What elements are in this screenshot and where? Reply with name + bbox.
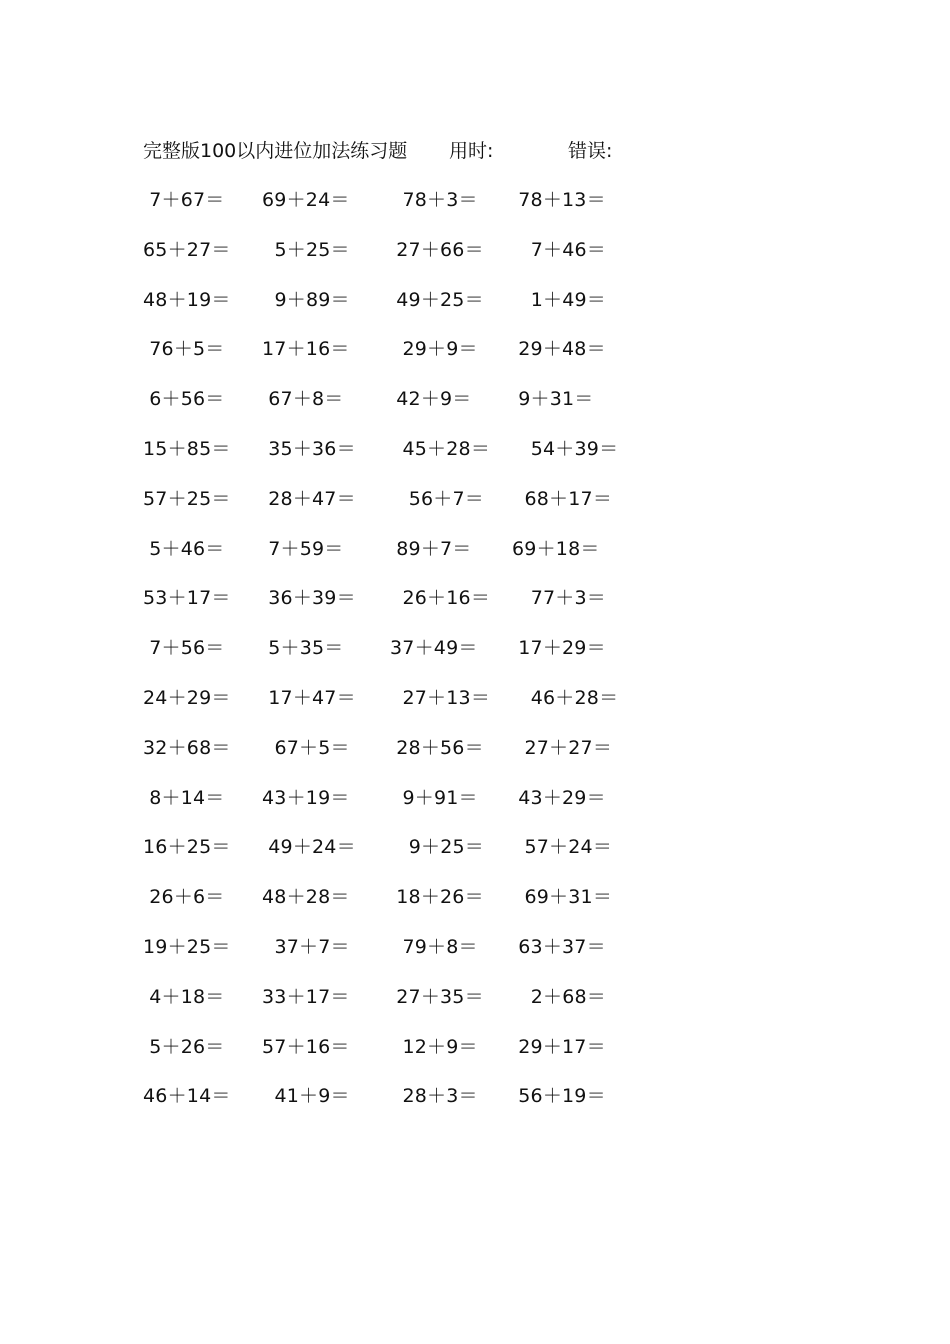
addition-problem: 18＋26＝ <box>390 886 484 909</box>
addition-problem: 5＋25＝ <box>262 238 350 261</box>
addition-problem: 57＋25＝ <box>143 487 231 510</box>
addition-problem: 68＋17＝ <box>512 487 613 510</box>
addition-problem: 48＋19＝ <box>143 288 231 311</box>
addition-problem: 27＋66＝ <box>390 238 484 261</box>
problem-grid <box>0 186 950 1132</box>
addition-problem: 17＋16＝ <box>262 338 350 361</box>
addition-problem: 19＋25＝ <box>143 935 231 958</box>
addition-problem: 35＋36＝ <box>262 437 356 460</box>
addition-problem: 7＋56＝ <box>143 637 225 660</box>
addition-problem: 46＋28＝ <box>512 686 619 709</box>
problem-row <box>0 385 950 435</box>
addition-problem: 15＋85＝ <box>143 437 231 460</box>
addition-problem: 16＋25＝ <box>143 836 231 859</box>
addition-problem: 43＋29＝ <box>512 786 606 809</box>
addition-problem: 78＋13＝ <box>512 189 606 211</box>
addition-problem: 77＋3＝ <box>512 587 606 610</box>
addition-problem: 46＋14＝ <box>143 1085 231 1108</box>
addition-problem: 17＋47＝ <box>262 686 356 709</box>
addition-problem: 49＋25＝ <box>390 288 484 311</box>
addition-problem: 5＋26＝ <box>143 1035 225 1058</box>
problem-row <box>0 286 950 336</box>
addition-problem: 45＋28＝ <box>390 437 491 460</box>
addition-problem: 43＋19＝ <box>262 786 350 809</box>
addition-problem: 12＋9＝ <box>390 1035 478 1058</box>
addition-problem: 41＋9＝ <box>262 1085 350 1108</box>
problem-row <box>0 833 950 883</box>
problem-row <box>0 1033 950 1083</box>
problem-row <box>0 734 950 784</box>
addition-problem: 32＋68＝ <box>143 736 231 759</box>
problem-row <box>0 1082 950 1132</box>
addition-problem: 56＋7＝ <box>390 487 484 510</box>
addition-problem: 24＋29＝ <box>143 686 231 709</box>
addition-problem: 37＋7＝ <box>262 935 350 958</box>
addition-problem: 89＋7＝ <box>390 537 472 560</box>
problem-row <box>0 485 950 535</box>
addition-problem: 79＋8＝ <box>390 935 478 958</box>
addition-problem: 67＋5＝ <box>262 736 350 759</box>
time-label: 用时: <box>449 140 494 162</box>
problem-row <box>0 584 950 634</box>
addition-problem: 36＋39＝ <box>262 587 356 610</box>
addition-problem: 9＋25＝ <box>390 836 484 859</box>
addition-problem: 27＋35＝ <box>390 985 484 1008</box>
addition-problem: 33＋17＝ <box>262 985 350 1008</box>
problem-row <box>0 883 950 933</box>
problem-row <box>0 186 950 236</box>
addition-problem: 48＋28＝ <box>262 886 350 909</box>
addition-problem: 69＋31＝ <box>512 886 613 909</box>
addition-problem: 78＋3＝ <box>390 189 478 211</box>
addition-problem: 7＋67＝ <box>143 189 225 211</box>
addition-problem: 4＋18＝ <box>143 985 225 1008</box>
addition-problem: 27＋27＝ <box>512 736 613 759</box>
addition-problem: 29＋17＝ <box>512 1035 606 1058</box>
problem-row <box>0 933 950 983</box>
addition-problem: 29＋48＝ <box>512 338 606 361</box>
addition-problem: 17＋29＝ <box>512 637 606 660</box>
addition-problem: 69＋24＝ <box>262 189 350 211</box>
addition-problem: 65＋27＝ <box>143 238 231 261</box>
addition-problem: 26＋16＝ <box>390 587 491 610</box>
addition-problem: 9＋31＝ <box>512 388 594 411</box>
addition-problem: 7＋59＝ <box>262 537 344 560</box>
addition-problem: 53＋17＝ <box>143 587 231 610</box>
addition-problem: 29＋9＝ <box>390 338 478 361</box>
addition-problem: 57＋24＝ <box>512 836 613 859</box>
addition-problem: 7＋46＝ <box>512 238 606 261</box>
addition-problem: 9＋91＝ <box>390 786 478 809</box>
addition-problem: 9＋89＝ <box>262 288 350 311</box>
addition-problem: 28＋3＝ <box>390 1085 478 1108</box>
addition-problem: 6＋56＝ <box>143 388 225 411</box>
error-label: 错误: <box>568 140 613 162</box>
addition-problem: 26＋6＝ <box>143 886 225 909</box>
addition-problem: 57＋16＝ <box>262 1035 350 1058</box>
addition-problem: 28＋56＝ <box>390 736 484 759</box>
addition-problem: 5＋35＝ <box>262 637 344 660</box>
addition-problem: 63＋37＝ <box>512 935 606 958</box>
addition-problem: 8＋14＝ <box>143 786 225 809</box>
addition-problem: 27＋13＝ <box>390 686 491 709</box>
addition-problem: 76＋5＝ <box>143 338 225 361</box>
addition-problem: 5＋46＝ <box>143 537 225 560</box>
worksheet-header <box>143 136 663 166</box>
addition-problem: 42＋9＝ <box>390 388 472 411</box>
problem-row <box>0 435 950 485</box>
addition-problem: 37＋49＝ <box>390 637 478 660</box>
problem-row <box>0 236 950 286</box>
problem-row <box>0 983 950 1033</box>
problem-row <box>0 535 950 585</box>
addition-problem: 56＋19＝ <box>512 1085 606 1108</box>
problem-row <box>0 634 950 684</box>
addition-problem: 54＋39＝ <box>512 437 619 460</box>
problem-row <box>0 335 950 385</box>
addition-problem: 69＋18＝ <box>512 537 600 560</box>
problem-row <box>0 784 950 834</box>
addition-problem: 49＋24＝ <box>262 836 356 859</box>
worksheet-title: 完整版100以内进位加法练习题 <box>143 140 408 162</box>
addition-problem: 2＋68＝ <box>512 985 606 1008</box>
problem-row <box>0 684 950 734</box>
addition-problem: 28＋47＝ <box>262 487 356 510</box>
addition-problem: 67＋8＝ <box>262 388 344 411</box>
addition-problem: 1＋49＝ <box>512 288 606 311</box>
